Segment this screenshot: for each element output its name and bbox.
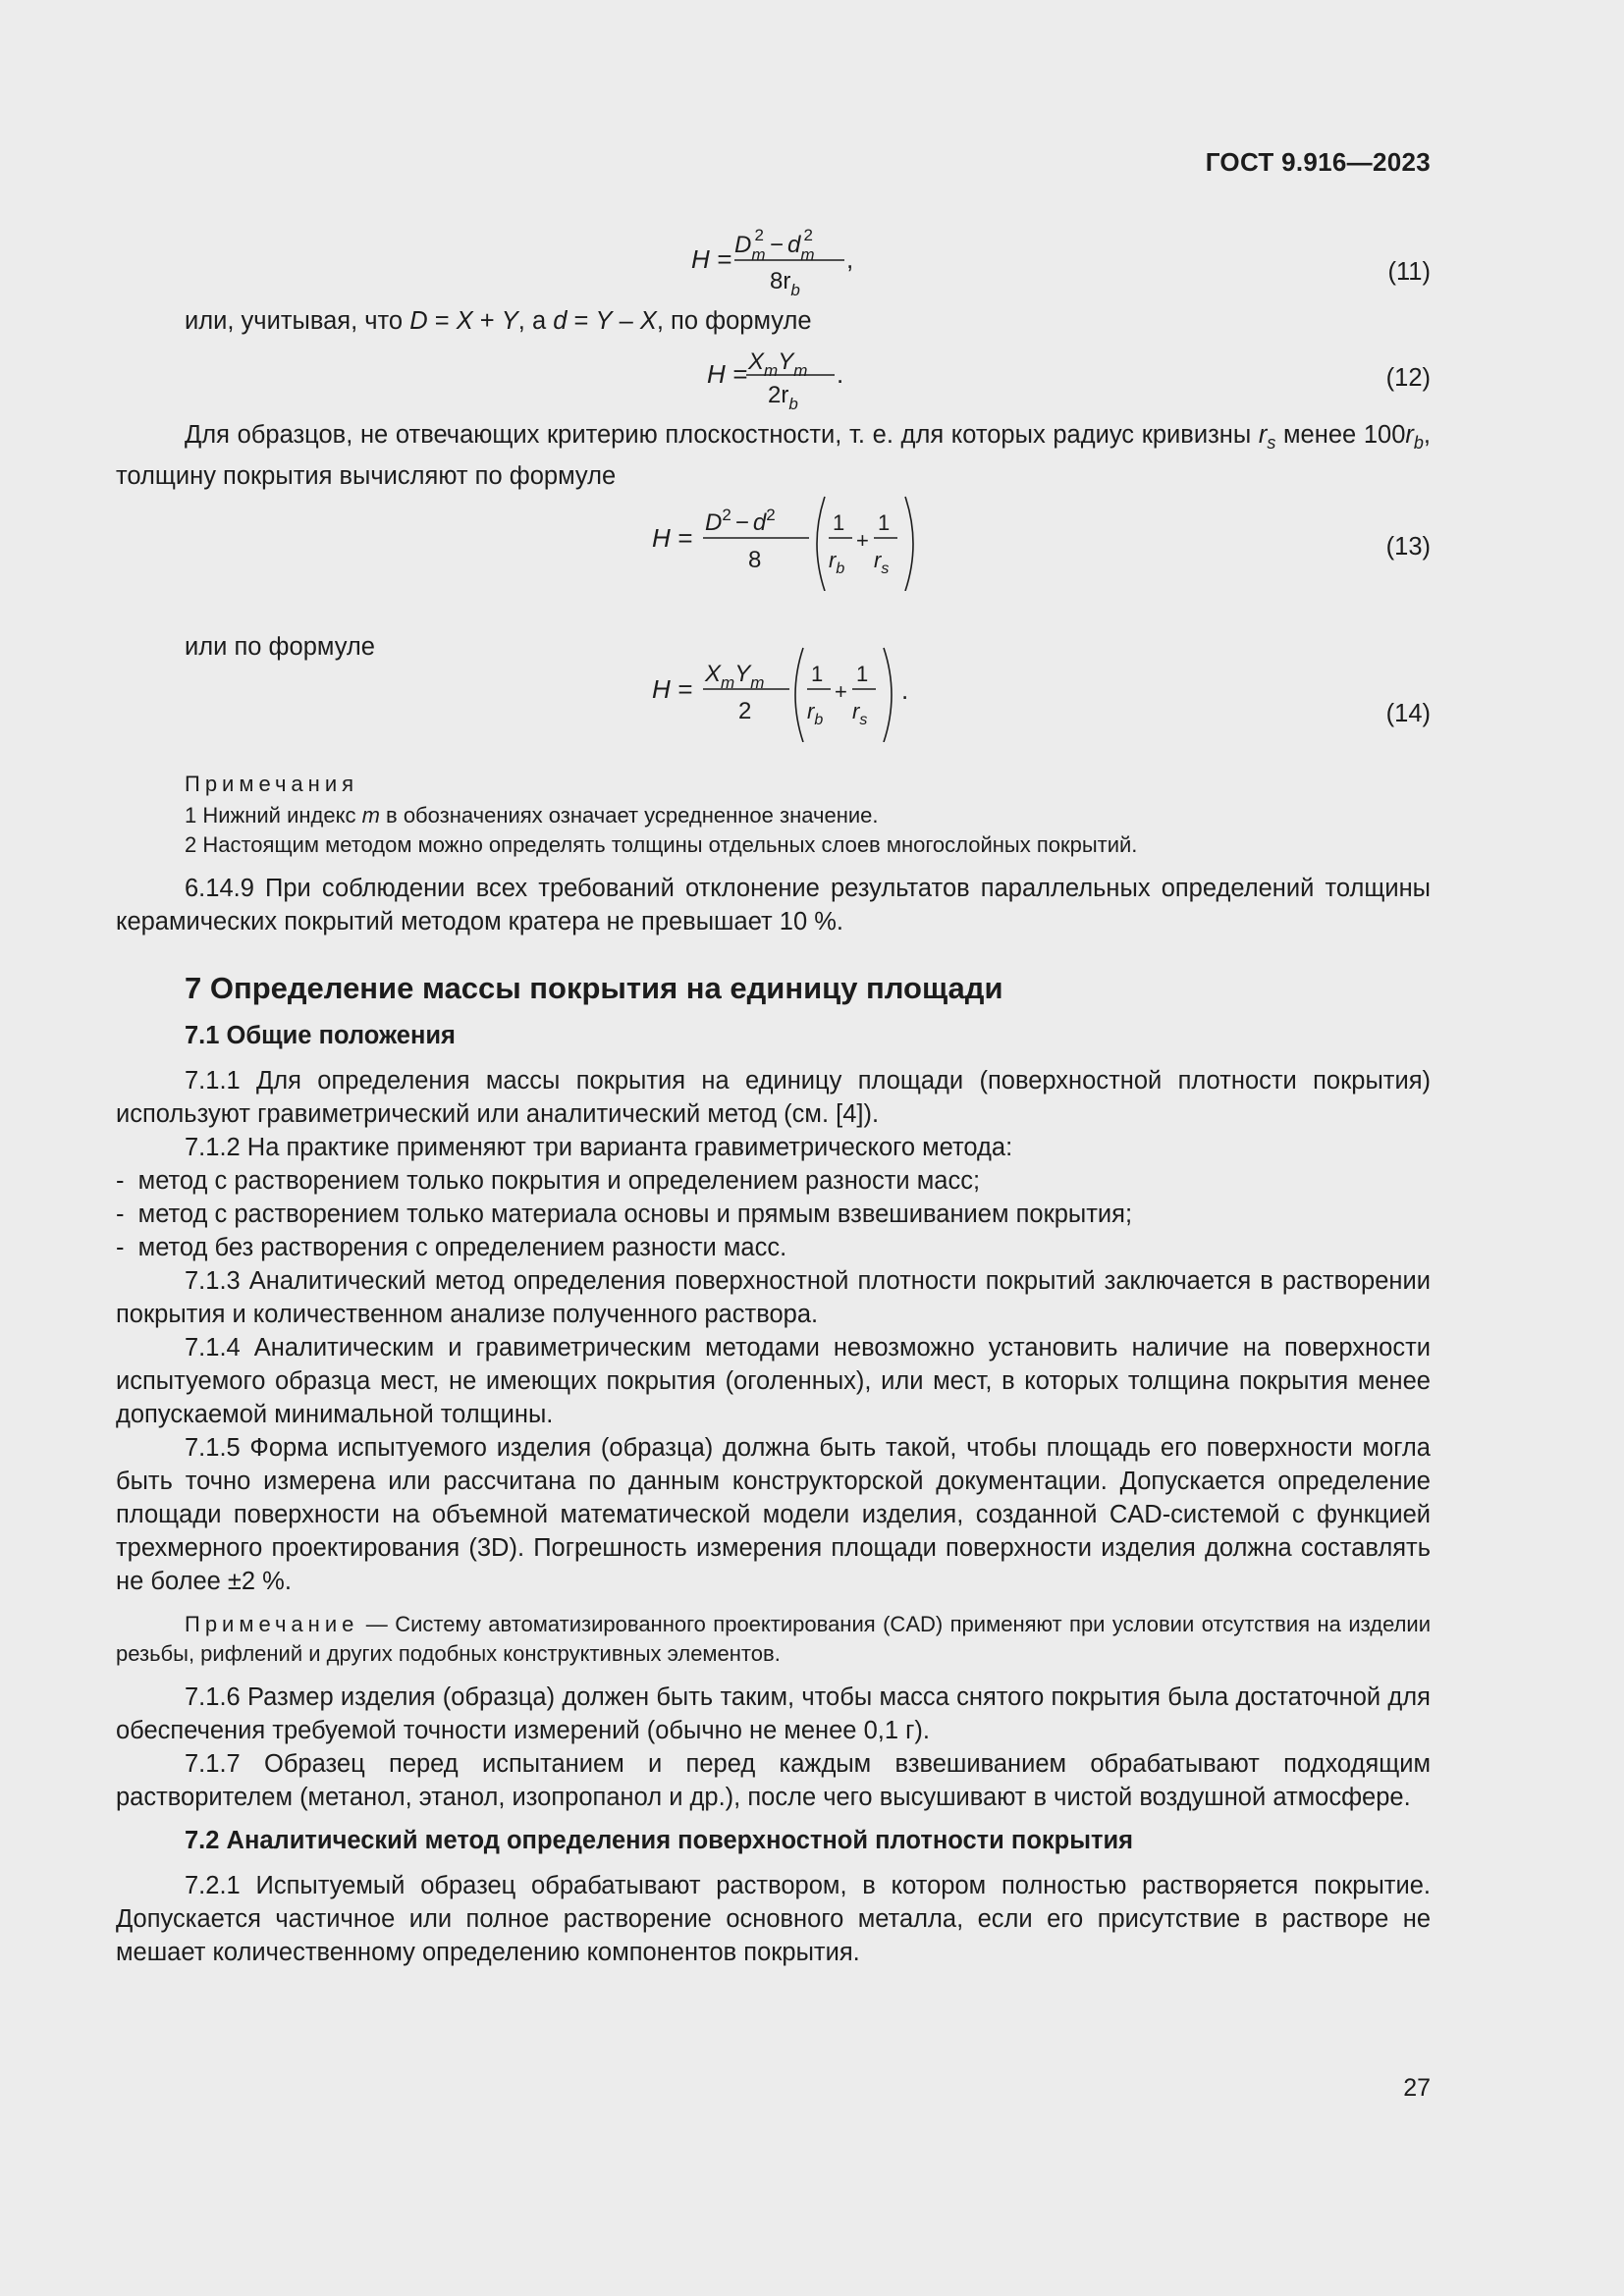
sub-s: s [1267,433,1276,454]
var-r: r [1405,421,1414,449]
paragraph-7-1-2: 7.1.2 На практике применяют три варианта гравиметрического метода: [185,1134,1013,1162]
equation-13 [116,493,1431,601]
section-7-2-title: 7.2 Аналитический метод определения поверхностной плотности покрытия [185,1827,1134,1855]
eq13-sup1: 2 [722,506,731,525]
formula-12 [707,338,903,416]
eq11-d: d [787,232,801,258]
formula-13 [652,493,927,591]
paragraph-7-1-6: 7.1.6 Размер изделия (образца) должен быть таким, чтобы масса снятого покрытия была достаточной для обеспечения требуемой точности измерений (обычно не менее 0,1 г). [116,1683,1431,1745]
var-X: X [639,307,657,335]
equation-14 [116,661,1431,777]
text-run: в обозначениях означает усредненное значение. [379,803,879,828]
text-run: – [612,307,640,335]
section-7-1-title: 7.1 Общие положения [185,1022,456,1050]
eq11-den-sub: b [790,281,800,299]
eq11-m2: m [800,245,815,264]
text-run: 1 Нижний индекс [185,803,362,828]
var-d: d [553,307,568,335]
page-number: 27 [1403,2074,1431,2102]
eq11-comma: , [846,244,854,274]
paragraph-7-1-7: 7.1.7 Образец перед испытанием и перед каждым взвешиванием обрабатывают подходящим растворителем (метанол, этанол, изопропанол и др.), после чего высушивают в чистой воздушной атмосфере. [116,1750,1431,1812]
paragraph-samples [116,418,1431,493]
eq13-rs [874,548,889,577]
eq12-m2: m [793,361,808,380]
paragraph-7-2-1: 7.2.1 Испытуемый образец обрабатывают раствором, в котором полностью растворяется покрытие. Допускается частичное или полное растворение основного металла, если его присутствие в растворе не мешает количественному определению компонентов покрытия. [116,1872,1431,1967]
eq14-den: 2 [738,698,752,725]
list-item-text: метод без растворения с определением разности масс. [137,1234,787,1262]
eq14-r2: r [852,699,860,724]
eq11-lhs: H = [691,244,732,274]
text-run: = [427,307,457,335]
eq14-one-b: 1 [856,662,869,687]
eq13-right-paren [905,497,913,591]
eq13-plus: + [856,528,869,554]
eq13-numerator [705,506,776,536]
eq11-sup1: 2 [754,226,764,244]
note-item-1 [116,801,1431,830]
eq14-X: X [705,661,722,688]
var-r: r [1258,421,1268,449]
eq14-one-a: 1 [811,662,824,687]
list-item: - метод с растворением только материала основы и прямым взвешиванием покрытия; [116,1201,1133,1229]
eq12-period: . [837,359,844,389]
eq13-left-paren [817,497,825,591]
text-run: менее 100 [1275,421,1406,449]
eq13-den: 8 [748,547,762,574]
eq13-b: b [836,561,845,578]
eq13-s: s [881,561,890,578]
eq14-m1: m [721,673,735,693]
eq13-lhs: H = [652,523,693,554]
eq11-m1: m [751,245,766,264]
eq13-r2: r [874,548,882,573]
note-cad [116,1610,1431,1669]
document-code: ГОСТ 9.916—2023 [1205,147,1431,177]
note-label: Примечание [185,1612,359,1637]
eq12-denominator [768,382,798,413]
eq13-one-b: 1 [878,510,891,536]
list-item-text: метод с растворением только покрытия и определением разности масс; [137,1167,981,1196]
eq12-X: X [748,348,765,375]
text-run: Для образцов, не отвечающих критерию плоскостности, т. е. для которых радиус кривизны [185,421,1259,449]
eq11-numerator [734,226,815,264]
eq13-r: r [829,548,837,573]
eq14-Y: Y [734,661,751,688]
sub-b: b [1413,433,1424,454]
list-item-text: метод с растворением только материала основы и прямым взвешиванием покрытия; [137,1201,1133,1229]
eq11-den: 8r [770,268,791,294]
paragraph-7-1-1: 7.1.1 Для определения массы покрытия на единицу площади (поверхностной плотности покрытия) используют гравиметрический или аналитический метод (см. [4]). [116,1067,1431,1129]
eq14-rs [852,699,867,728]
eq13-D: D [705,509,723,537]
var-D: D [409,307,428,335]
equation-14-number: (14) [1385,700,1431,728]
var-X: X [456,307,473,335]
eq14-m2: m [750,673,765,693]
equation-11 [116,226,1431,308]
list-item: - метод с растворением только покрытия и определением разности масс; [116,1167,981,1196]
equation-11-number: (11) [1387,258,1431,286]
section-7-title: 7 Определение массы покрытия на единицу площади [185,971,1003,1006]
note-text: — Систему автоматизированного проектирования (CAD) применяют при условии отсутствия на изделии резьбы, рифлений и других подобных конструктивных элементов. [116,1612,1431,1667]
eq12-den: 2r [768,382,789,408]
text-run: , по формуле [656,307,812,335]
eq14-left-paren [795,648,803,742]
paragraph-6-14-9: 6.14.9 При соблюдении всех требований отклонение результатов параллельных определений толщины керамических покрытий методом кратера не превышает 10 %. [116,875,1431,936]
text-run: или, учитывая, что [185,307,410,335]
eq13-minus: − [734,509,749,537]
list-item: - метод без растворения с определением разности масс. [116,1234,787,1262]
text-run: = [567,307,596,335]
var-Y: Y [501,307,518,335]
eq14-numerator [704,661,764,692]
eq14-s: s [859,712,868,729]
eq14-plus: + [835,679,847,705]
formula-14 [652,644,917,742]
eq11-minus: − [769,232,784,258]
eq11-D: D [734,232,752,258]
eq13-d: d [752,509,767,537]
eq12-lhs: H = [707,359,748,389]
paragraph-7-1-4: 7.1.4 Аналитическим и гравиметрическим методами невозможно установить наличие на поверхности испытуемого образца мест, не имеющих покрытия (оголенных), или мест, в которых толщина покрытия менее допускаемой минимальной толщины. [116,1334,1431,1429]
equation-12 [116,338,1431,416]
var-Y: Y [595,307,613,335]
page-content [116,226,1431,1969]
paragraph-7-1-5: 7.1.5 Форма испытуемого изделия (образца) должна быть такой, чтобы площадь его поверхности могла быть точно измерена или рассчитана по данным конструкторской документации. Допускается определение площади поверхности на объемной математической модели изделия, созданной CAD-системой с функцией трехмерного проектирования (3D). Погрешность измерения площади поверхности изделия должна составлять не более ±2 %. [116,1434,1431,1596]
eq13-one-a: 1 [833,510,845,536]
eq14-rb [807,699,823,728]
eq14-b: b [814,712,824,729]
eq12-m1: m [764,361,779,380]
eq14-r: r [807,699,815,724]
equation-12-number: (12) [1385,364,1431,392]
text-run: , а [517,307,554,335]
eq13-sup2: 2 [766,506,776,525]
formula-11 [691,218,927,300]
paragraph-considering [116,304,1431,338]
eq14-right-paren [884,648,892,742]
eq11-denominator [770,268,800,299]
eq13-rb [829,548,844,577]
eq14-period: . [901,675,909,706]
eq12-Y: Y [778,348,794,375]
equation-13-number: (13) [1385,533,1431,561]
text-run: + [472,307,502,335]
eq14-lhs: H = [652,674,693,705]
var-m: m [361,803,380,828]
notes-heading: Примечания [185,772,359,797]
eq12-den-sub: b [788,395,798,413]
eq11-sup2: 2 [803,226,813,244]
paragraph-7-1-3: 7.1.3 Аналитический метод определения поверхностной плотности покрытий заключается в растворении покрытия и количественном анализе полученного раствора. [116,1267,1431,1329]
text-run: , толщину покрытия вычисляют по формуле [116,421,1431,491]
paragraph-or: или по формуле [185,633,375,662]
note-item-2: 2 Настоящим методом можно определять толщины отдельных слоев многослойных покрытий. [185,832,1138,858]
